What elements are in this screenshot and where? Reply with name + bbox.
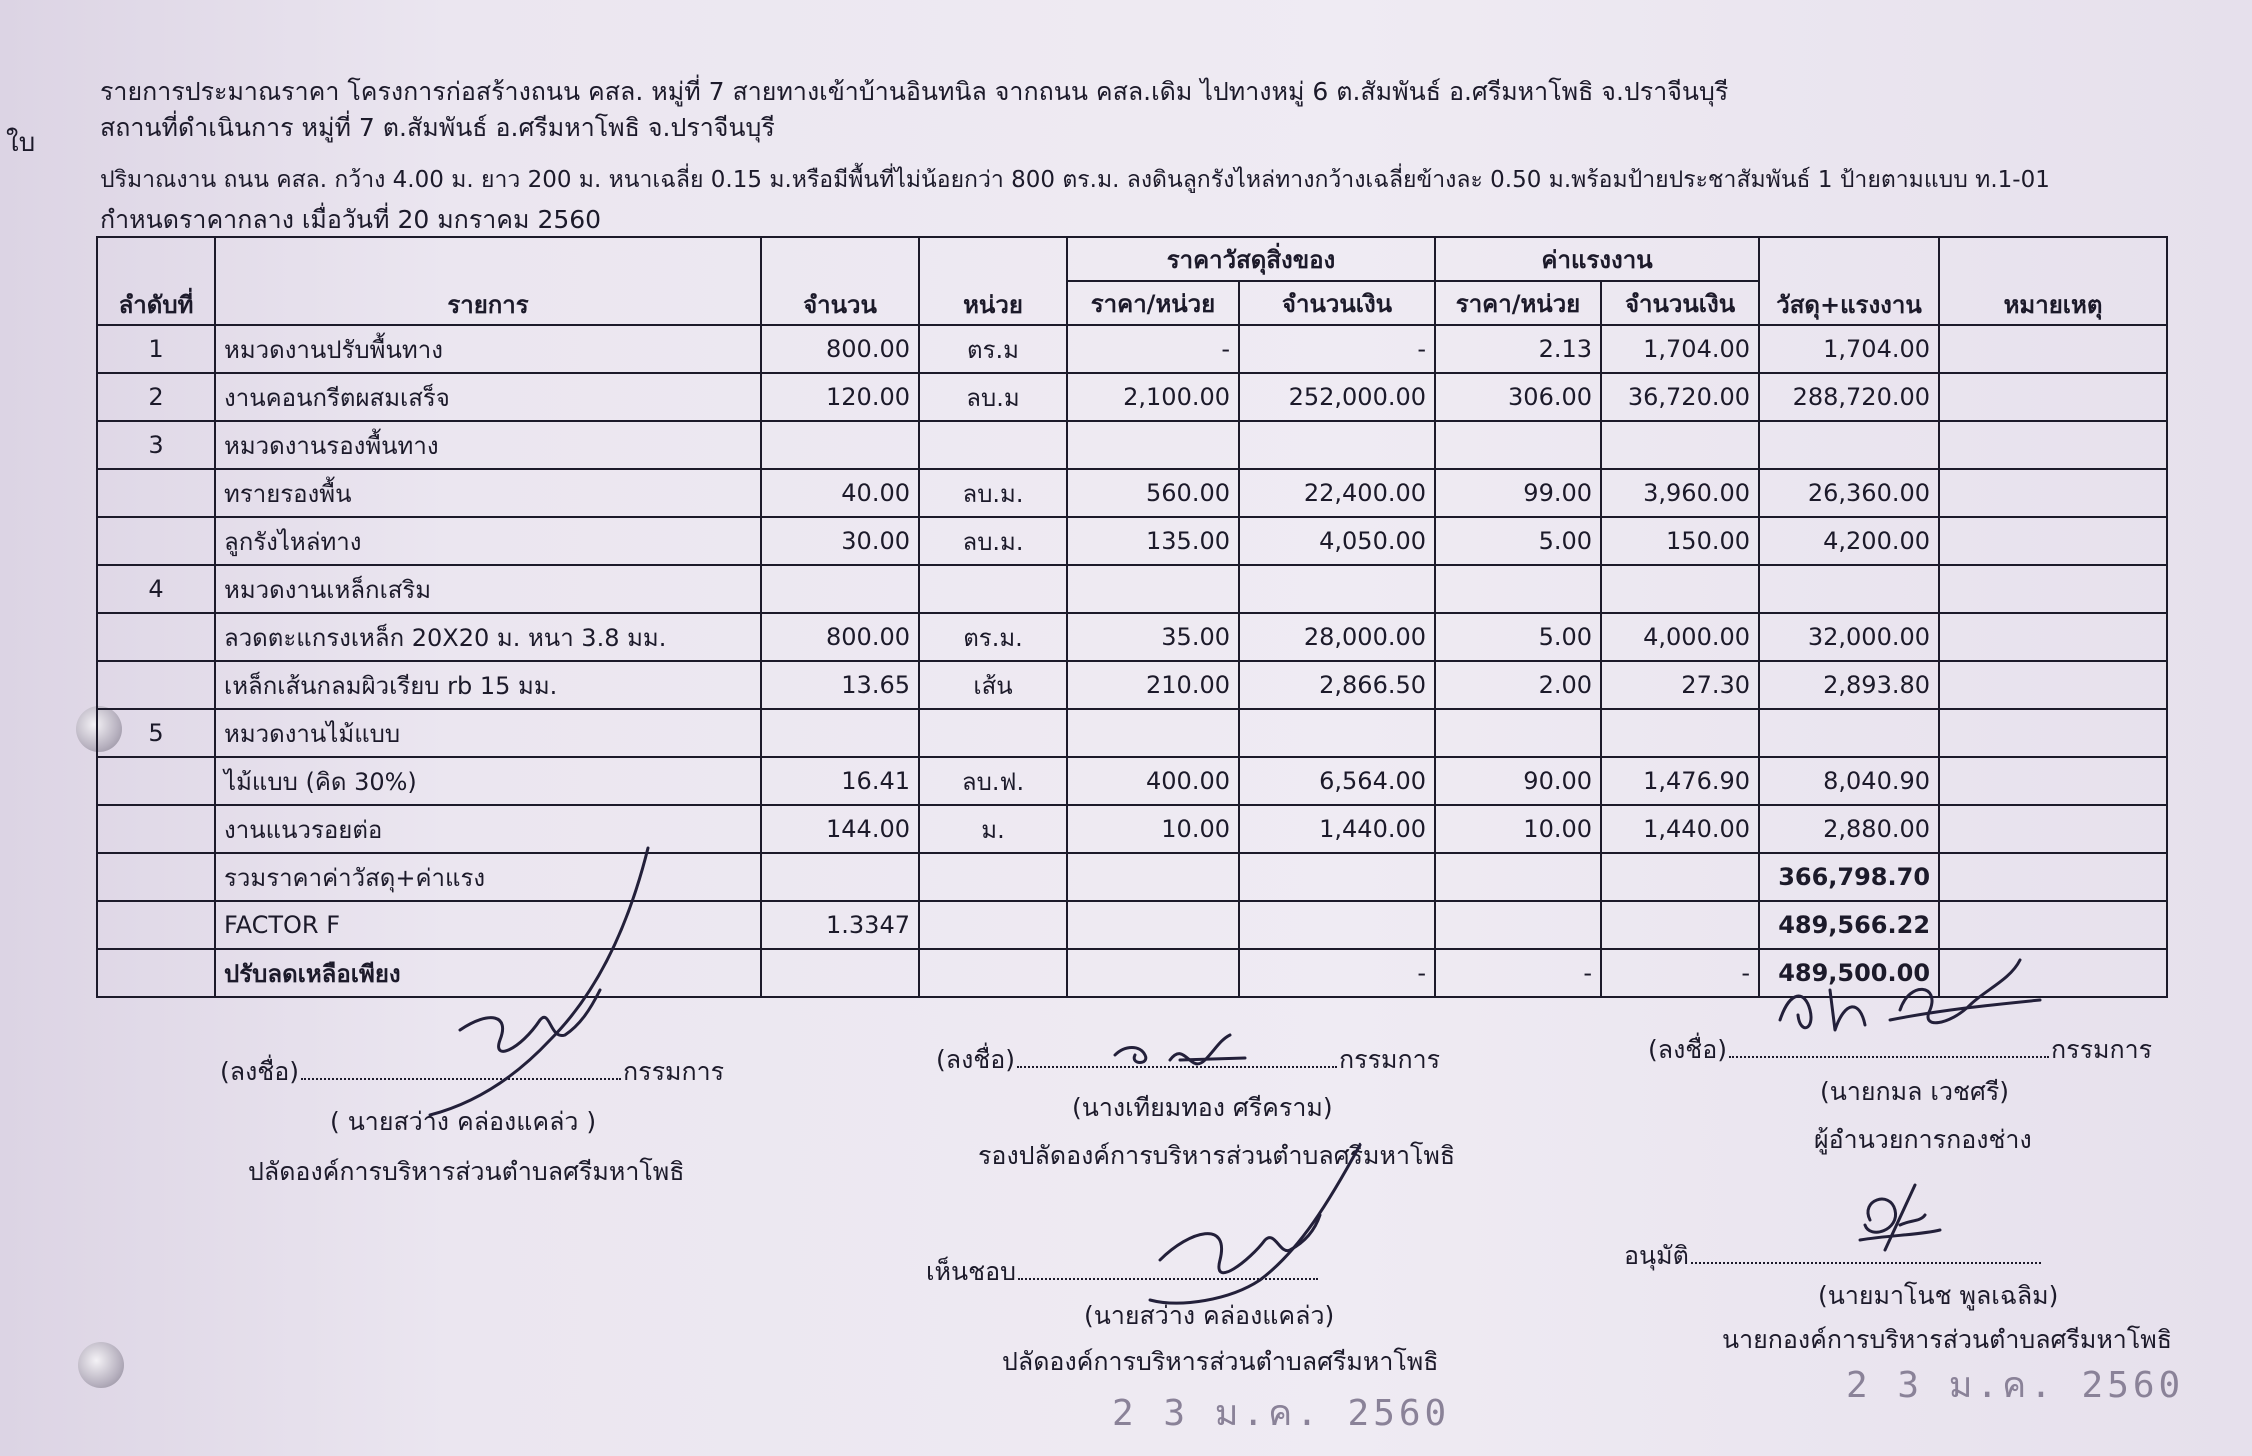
cell-mat-amount — [1239, 565, 1435, 613]
punch-hole-bottom — [78, 1342, 124, 1388]
cell-remark — [1939, 421, 2167, 469]
cell-lab-price: 99.00 — [1435, 469, 1601, 517]
cell-remark — [1939, 469, 2167, 517]
cell-unit — [919, 949, 1067, 997]
header-mat-amount: จำนวนเงิน — [1239, 281, 1435, 325]
cell-mat-amount: 2,866.50 — [1239, 661, 1435, 709]
table-row — [97, 709, 2167, 757]
cell-lab-amount — [1601, 901, 1759, 949]
cell-no: 2 — [97, 373, 215, 421]
header-line-2: สถานที่ดำเนินการ หมู่ที่ 7 ต.สัมพันธ์ อ.ศรีมหาโพธิ จ.ปราจีนบุรี — [100, 113, 775, 142]
cell-mat-price: 10.00 — [1067, 805, 1239, 853]
cell-qty: 30.00 — [761, 517, 919, 565]
date-stamp-right: 2 3 ม.ค. 2560 — [1846, 1365, 2185, 1406]
committee-left: กรรมการ — [623, 1057, 725, 1086]
cell-mat-amount — [1239, 421, 1435, 469]
cell-no: 1 — [97, 325, 215, 373]
cell-lab-amount: 1,440.00 — [1601, 805, 1759, 853]
handwritten-signature-right — [1770, 950, 2050, 1050]
handwritten-signature-authorize — [1840, 1180, 1950, 1260]
signer-name-middle: (นางเทียมทอง ศรีคราม) — [1072, 1093, 1333, 1122]
table-row — [97, 325, 2167, 373]
cell-mat-price — [1067, 949, 1239, 997]
header-lab-amount: จำนวนเงิน — [1601, 281, 1759, 325]
cell-unit: ลบ.ม — [919, 373, 1067, 421]
sign-prefix-right: (ลงชื่อ) — [1648, 1035, 1728, 1064]
approve-title: ปลัดองค์การบริหารส่วนตำบลศรีมหาโพธิ — [1002, 1347, 1439, 1376]
cell-item: หมวดงานไม้แบบ — [215, 709, 761, 757]
cell-mat-price — [1067, 565, 1239, 613]
cell-remark — [1939, 805, 2167, 853]
cell-no — [97, 757, 215, 805]
cell-lab-amount: 1,476.90 — [1601, 757, 1759, 805]
cell-item: ทรายรองพื้น — [215, 469, 761, 517]
cell-unit: ม. — [919, 805, 1067, 853]
committee-middle: กรรมการ — [1339, 1045, 1441, 1074]
cell-qty — [761, 949, 919, 997]
cell-no: 5 — [97, 709, 215, 757]
margin-note: ใบ — [6, 128, 36, 158]
cell-qty: 800.00 — [761, 613, 919, 661]
cell-item: งานคอนกรีตผสมเสร็จ — [215, 373, 761, 421]
cell-lab-price: 5.00 — [1435, 517, 1601, 565]
cell-lab-amount: 150.00 — [1601, 517, 1759, 565]
cell-total: 288,720.00 — [1759, 373, 1939, 421]
cell-lab-price — [1435, 421, 1601, 469]
cell-total: 1,704.00 — [1759, 325, 1939, 373]
header-labor-group: ค่าแรงงาน — [1435, 237, 1759, 281]
date-stamp-left: 2 3 ม.ค. 2560 — [1112, 1393, 1451, 1434]
cell-total: 8,040.90 — [1759, 757, 1939, 805]
cell-remark — [1939, 853, 2167, 901]
cell-unit — [919, 901, 1067, 949]
cell-unit — [919, 853, 1067, 901]
cell-mat-amount — [1239, 853, 1435, 901]
cell-no — [97, 613, 215, 661]
cell-total: 4,200.00 — [1759, 517, 1939, 565]
header-no: ลำดับที่ — [97, 237, 215, 325]
cell-remark — [1939, 757, 2167, 805]
signer-name-right: (นายกมล เวชศรี) — [1820, 1077, 2010, 1106]
cell-lab-price: 2.00 — [1435, 661, 1601, 709]
cell-mat-price: 135.00 — [1067, 517, 1239, 565]
cell-lab-amount — [1601, 421, 1759, 469]
cell-no: 4 — [97, 565, 215, 613]
cell-remark — [1939, 613, 2167, 661]
approve-name: (นายสว่าง คล่องแคล่ว) — [1084, 1301, 1335, 1330]
cell-total: 32,000.00 — [1759, 613, 1939, 661]
cell-remark — [1939, 901, 2167, 949]
table-row — [97, 373, 2167, 421]
cell-qty: 800.00 — [761, 325, 919, 373]
header-line-4: กำหนดราคากลาง เมื่อวันที่ 20 มกราคม 2560 — [100, 205, 602, 234]
cell-qty: 13.65 — [761, 661, 919, 709]
handwritten-signature-left — [400, 840, 680, 1120]
cell-mat-price — [1067, 421, 1239, 469]
header-unit: หน่วย — [919, 237, 1067, 325]
header-line-3: ปริมาณงาน ถนน คสล. กว้าง 4.00 ม. ยาว 200 ม. หนาเฉลี่ย 0.15 ม.หรือมีพื้นที่ไม่น้อยกว่า 800 ตร.ม. ลงดินลูกรังไหล่ทางกว้างเฉลี่ยข้างละ 0.50 ม.พร้อมป้ายประชาสัมพันธ์ 1 ป้ายตามแบบ ท.1-01 — [100, 167, 2050, 193]
committee-right: กรรมการ — [2051, 1035, 2153, 1064]
cell-qty — [761, 709, 919, 757]
cell-lab-price — [1435, 565, 1601, 613]
cell-mat-price: 2,100.00 — [1067, 373, 1239, 421]
cell-mat-amount: - — [1239, 949, 1435, 997]
cell-no — [97, 949, 215, 997]
cell-total: 26,360.00 — [1759, 469, 1939, 517]
cell-lab-price: 90.00 — [1435, 757, 1601, 805]
cell-no — [97, 901, 215, 949]
header-mat-price: ราคา/หน่วย — [1067, 281, 1239, 325]
cell-unit — [919, 421, 1067, 469]
cell-qty: 120.00 — [761, 373, 919, 421]
cell-qty — [761, 421, 919, 469]
cell-item: หมวดงานรองพื้นทาง — [215, 421, 761, 469]
header-qty: จำนวน — [761, 237, 919, 325]
cell-no — [97, 517, 215, 565]
cell-unit: ตร.ม. — [919, 613, 1067, 661]
cell-mat-amount: 22,400.00 — [1239, 469, 1435, 517]
cell-mat-price — [1067, 853, 1239, 901]
cell-total — [1759, 421, 1939, 469]
cell-lab-price — [1435, 709, 1601, 757]
cell-mat-price: 560.00 — [1067, 469, 1239, 517]
cell-lab-amount: 4,000.00 — [1601, 613, 1759, 661]
cell-no — [97, 805, 215, 853]
cell-lab-amount — [1601, 853, 1759, 901]
cell-item: ไม้แบบ (คิด 30%) — [215, 757, 761, 805]
cell-remark — [1939, 325, 2167, 373]
cell-item: FACTOR F — [215, 901, 761, 949]
table-row — [97, 661, 2167, 709]
cell-lab-price: 5.00 — [1435, 613, 1601, 661]
cell-lab-amount — [1601, 565, 1759, 613]
table-row — [97, 613, 2167, 661]
cell-unit: เส้น — [919, 661, 1067, 709]
cell-unit: ตร.ม — [919, 325, 1067, 373]
sign-prefix-left: (ลงชื่อ) — [220, 1057, 300, 1086]
cell-remark — [1939, 517, 2167, 565]
cell-mat-price: - — [1067, 325, 1239, 373]
cell-mat-amount: 252,000.00 — [1239, 373, 1435, 421]
cell-item: ปรับลดเหลือเพียง — [215, 949, 761, 997]
cell-lab-amount: 1,704.00 — [1601, 325, 1759, 373]
cell-qty: 144.00 — [761, 805, 919, 853]
handwritten-signature-middle-1 — [1110, 1030, 1250, 1080]
table-row — [97, 517, 2167, 565]
cell-remark — [1939, 565, 2167, 613]
cell-qty: 1.3347 — [761, 901, 919, 949]
cell-item: ลวดตะแกรงเหล็ก 20X20 ม. หนา 3.8 มม. — [215, 613, 761, 661]
cell-mat-amount: 28,000.00 — [1239, 613, 1435, 661]
cell-unit — [919, 565, 1067, 613]
cell-total: 489,566.22 — [1759, 901, 1939, 949]
handwritten-signature-middle-2 — [1140, 1140, 1380, 1310]
signer-title-middle: รองปลัดองค์การบริหารส่วนตำบลศรีมหาโพธิ — [978, 1141, 1456, 1170]
table-row — [97, 421, 2167, 469]
cell-mat-price: 35.00 — [1067, 613, 1239, 661]
cell-qty — [761, 853, 919, 901]
cell-unit: ลบ.ม. — [919, 517, 1067, 565]
cell-lab-price: 306.00 — [1435, 373, 1601, 421]
cell-total: 2,893.80 — [1759, 661, 1939, 709]
cell-lab-price: 10.00 — [1435, 805, 1601, 853]
cell-mat-amount: 4,050.00 — [1239, 517, 1435, 565]
cell-remark — [1939, 373, 2167, 421]
cell-item: งานแนวรอยต่อ — [215, 805, 761, 853]
authorize-label: อนุมัติ — [1624, 1241, 1689, 1270]
header-lab-price: ราคา/หน่วย — [1435, 281, 1601, 325]
cell-mat-price — [1067, 709, 1239, 757]
cell-remark — [1939, 709, 2167, 757]
table-row — [97, 565, 2167, 613]
cell-lab-amount: 36,720.00 — [1601, 373, 1759, 421]
cell-qty: 40.00 — [761, 469, 919, 517]
header-total: วัสดุ+แรงงาน — [1759, 237, 1939, 325]
cell-lab-price — [1435, 901, 1601, 949]
sign-prefix-middle: (ลงชื่อ) — [936, 1045, 1016, 1074]
cell-mat-amount: 1,440.00 — [1239, 805, 1435, 853]
cell-mat-price — [1067, 901, 1239, 949]
cell-unit: ลบ.ฟ. — [919, 757, 1067, 805]
header-line-1: รายการประมาณราคา โครงการก่อสร้างถนน คสล. หมู่ที่ 7 สายทางเข้าบ้านอินทนิล จากถนน คสล.เดิม ไปทางหมู่ 6 ต.สัมพันธ์ อ.ศรีมหาโพธิ จ.ปราจีนบุรี — [100, 77, 1729, 106]
cell-mat-amount — [1239, 709, 1435, 757]
authorize-title: นายกองค์การบริหารส่วนตำบลศรีมหาโพธิ — [1722, 1325, 2173, 1354]
cell-total: 489,500.00 — [1759, 949, 1939, 997]
cell-mat-amount: 6,564.00 — [1239, 757, 1435, 805]
cell-qty — [761, 565, 919, 613]
cell-mat-amount — [1239, 901, 1435, 949]
cell-total — [1759, 565, 1939, 613]
cell-item: รวมราคาค่าวัสดุ+ค่าแรง — [215, 853, 761, 901]
signer-title-right: ผู้อำนวยการกองช่าง — [1814, 1125, 2032, 1154]
cell-no: 3 — [97, 421, 215, 469]
authorize-block — [1624, 1236, 2043, 1276]
cell-no — [97, 853, 215, 901]
cell-lab-price — [1435, 853, 1601, 901]
cell-total — [1759, 709, 1939, 757]
cell-lab-amount: - — [1601, 949, 1759, 997]
cell-qty: 16.41 — [761, 757, 919, 805]
cell-mat-price: 400.00 — [1067, 757, 1239, 805]
cell-no — [97, 469, 215, 517]
cell-total: 366,798.70 — [1759, 853, 1939, 901]
cell-unit — [919, 709, 1067, 757]
header-item: รายการ — [215, 237, 761, 325]
cell-lab-amount: 27.30 — [1601, 661, 1759, 709]
cell-item: หมวดงานปรับพื้นทาง — [215, 325, 761, 373]
header-material-group: ราคาวัสดุสิ่งของ — [1067, 237, 1435, 281]
cell-item: เหล็กเส้นกลมผิวเรียบ rb 15 มม. — [215, 661, 761, 709]
cell-mat-price: 210.00 — [1067, 661, 1239, 709]
table-row — [97, 469, 2167, 517]
cell-mat-amount: - — [1239, 325, 1435, 373]
cell-lab-price: - — [1435, 949, 1601, 997]
header-remark: หมายเหตุ — [1939, 237, 2167, 325]
cell-item: ลูกรังไหล่ทาง — [215, 517, 761, 565]
cell-lab-amount: 3,960.00 — [1601, 469, 1759, 517]
cell-remark — [1939, 661, 2167, 709]
signer-name-left: ( นายสว่าง คล่องแคล่ว ) — [330, 1107, 597, 1136]
table-row — [97, 757, 2167, 805]
cell-item: หมวดงานเหล็กเสริม — [215, 565, 761, 613]
cell-unit: ลบ.ม. — [919, 469, 1067, 517]
cell-no — [97, 661, 215, 709]
authorize-name: (นายมาโนช พูลเฉลิม) — [1818, 1281, 2059, 1310]
cell-lab-amount — [1601, 709, 1759, 757]
signer-title-left: ปลัดองค์การบริหารส่วนตำบลศรีมหาโพธิ — [248, 1157, 685, 1186]
cell-lab-price: 2.13 — [1435, 325, 1601, 373]
cell-total: 2,880.00 — [1759, 805, 1939, 853]
approve-label: เห็นชอบ — [926, 1257, 1016, 1286]
